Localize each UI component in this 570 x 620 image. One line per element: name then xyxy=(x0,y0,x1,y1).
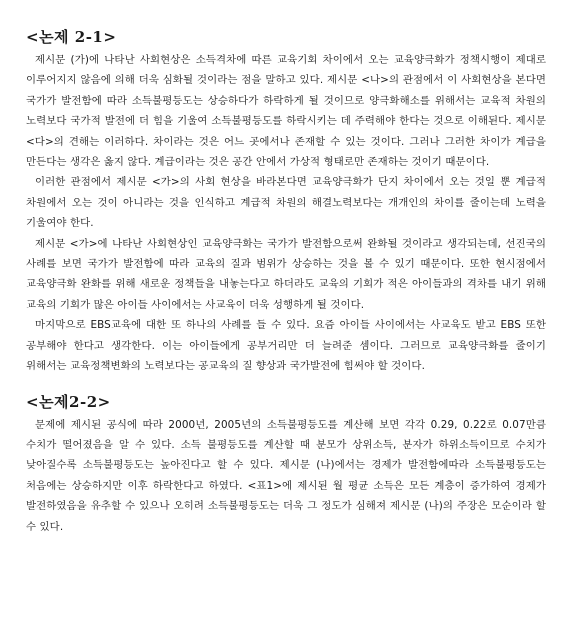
section-2-1 xyxy=(26,26,546,377)
paragraph: 제시문 (가)에 나타난 사회현상은 소득격차에 따른 교육기회 차이에서 오는 교육양극화가 정책시행이 제대로 이루어지지 않음에 의해 더욱 심화될 것이라는 점을 말하고 있다. 제시문 <나>의 관점에서 이 사회현상을 본다면 국가가 발전함에 따라 소득불평등도는 상승하다가 하락하게 될 것이므로 양극화해소를 위해서는 교육적 차원의 노력보다 국가적 발전에 더 힘을 기울여 소득불평등도를 하락시키는 데 주력해야 한다는 것으로 이해된다. 제시문<다>의 견해는 이러하다. 차이라는 것은 어느 곳에서나 존재할 수 있는 것이다. 그러나 그러한 차이가 계급을 만든다는 생각은 옳지 않다. 계급이라는 것은 공간 안에서 가상적 형태로만 존재하는 것이기 때문이다. xyxy=(26,54,546,169)
document-page xyxy=(26,26,546,537)
section-title: <논제2-2> xyxy=(26,392,111,411)
paragraph: 문제에 제시된 공식에 따라 2000년, 2005년의 소득불평등도를 계산해 보면 각각 0.29, 0.22로 0.07만큼 수치가 떨어졌음을 알 수 있다. 소득 불평등도를 계산할 때 분모가 상위소득, 분자가 하위소득이므로 수치가 낮아질수록 소득불평등도는 높아진다고 할 수 있다. 제시문 (나)에서는 경제가 발전함에따라 소득불평등도는 처음에는 상승하지만 이후 하락한다고 하였다. <표1>에 제시된 월 평균 소득은 모든 계층이 증가하여 경제가 발전하였음을 유추할 수 있으나 오히려 소득불평등도는 더욱 그 정도가 심해져 제시문 (나)의 주장은 모순이라 할 수 있다. xyxy=(26,418,546,533)
paragraph: 제시문 <가>에 나타난 사회현상인 교육양극화는 국가가 발전함으로써 완화될 것이라고 생각되는데, 선진국의 사례를 보면 국가가 발전함에 따라 교육의 질과 범위가 상승하는 것을 볼 수 있기 때문이다. 또한 현시점에서 교육양극화 완화를 위해 새로운 정책들을 내놓는다고 하더라도 교육의 기회가 적은 아이들과의 격차를 내기 위해 교육의 기회가 많은 아이들 사이에서는 사교육이 더욱 성행하게 될 것이다. xyxy=(26,237,546,311)
paragraph: 이러한 관점에서 제시문 <가>의 사회 현상을 바라본다면 교육양극화가 단지 차이에서 오는 것일 뿐 계급적 차원에서 오는 것이 아니라는 것을 인식하고 계급적 차원의 해결노력보다는 개개인의 차이를 줄이는데 노력을 기울여야 한다. xyxy=(26,176,546,230)
section-2-2 xyxy=(26,391,546,537)
paragraph: 마지막으로 EBS교육에 대한 또 하나의 사례를 들 수 있다. 요즘 아이들 사이에서는 사교육도 받고 EBS 또한 공부해야 한다고 생각한다. 이는 아이들에게 공부거리만 더 늘려준 셈이다. 그러므로 교육양극화를 줄이기 위해서는 교육정책변화의 노력보다는 공교육의 질 향상과 국가발전에 힘써야 할 것이다. xyxy=(26,319,546,373)
section-title: <논제 2-1> xyxy=(26,28,117,46)
